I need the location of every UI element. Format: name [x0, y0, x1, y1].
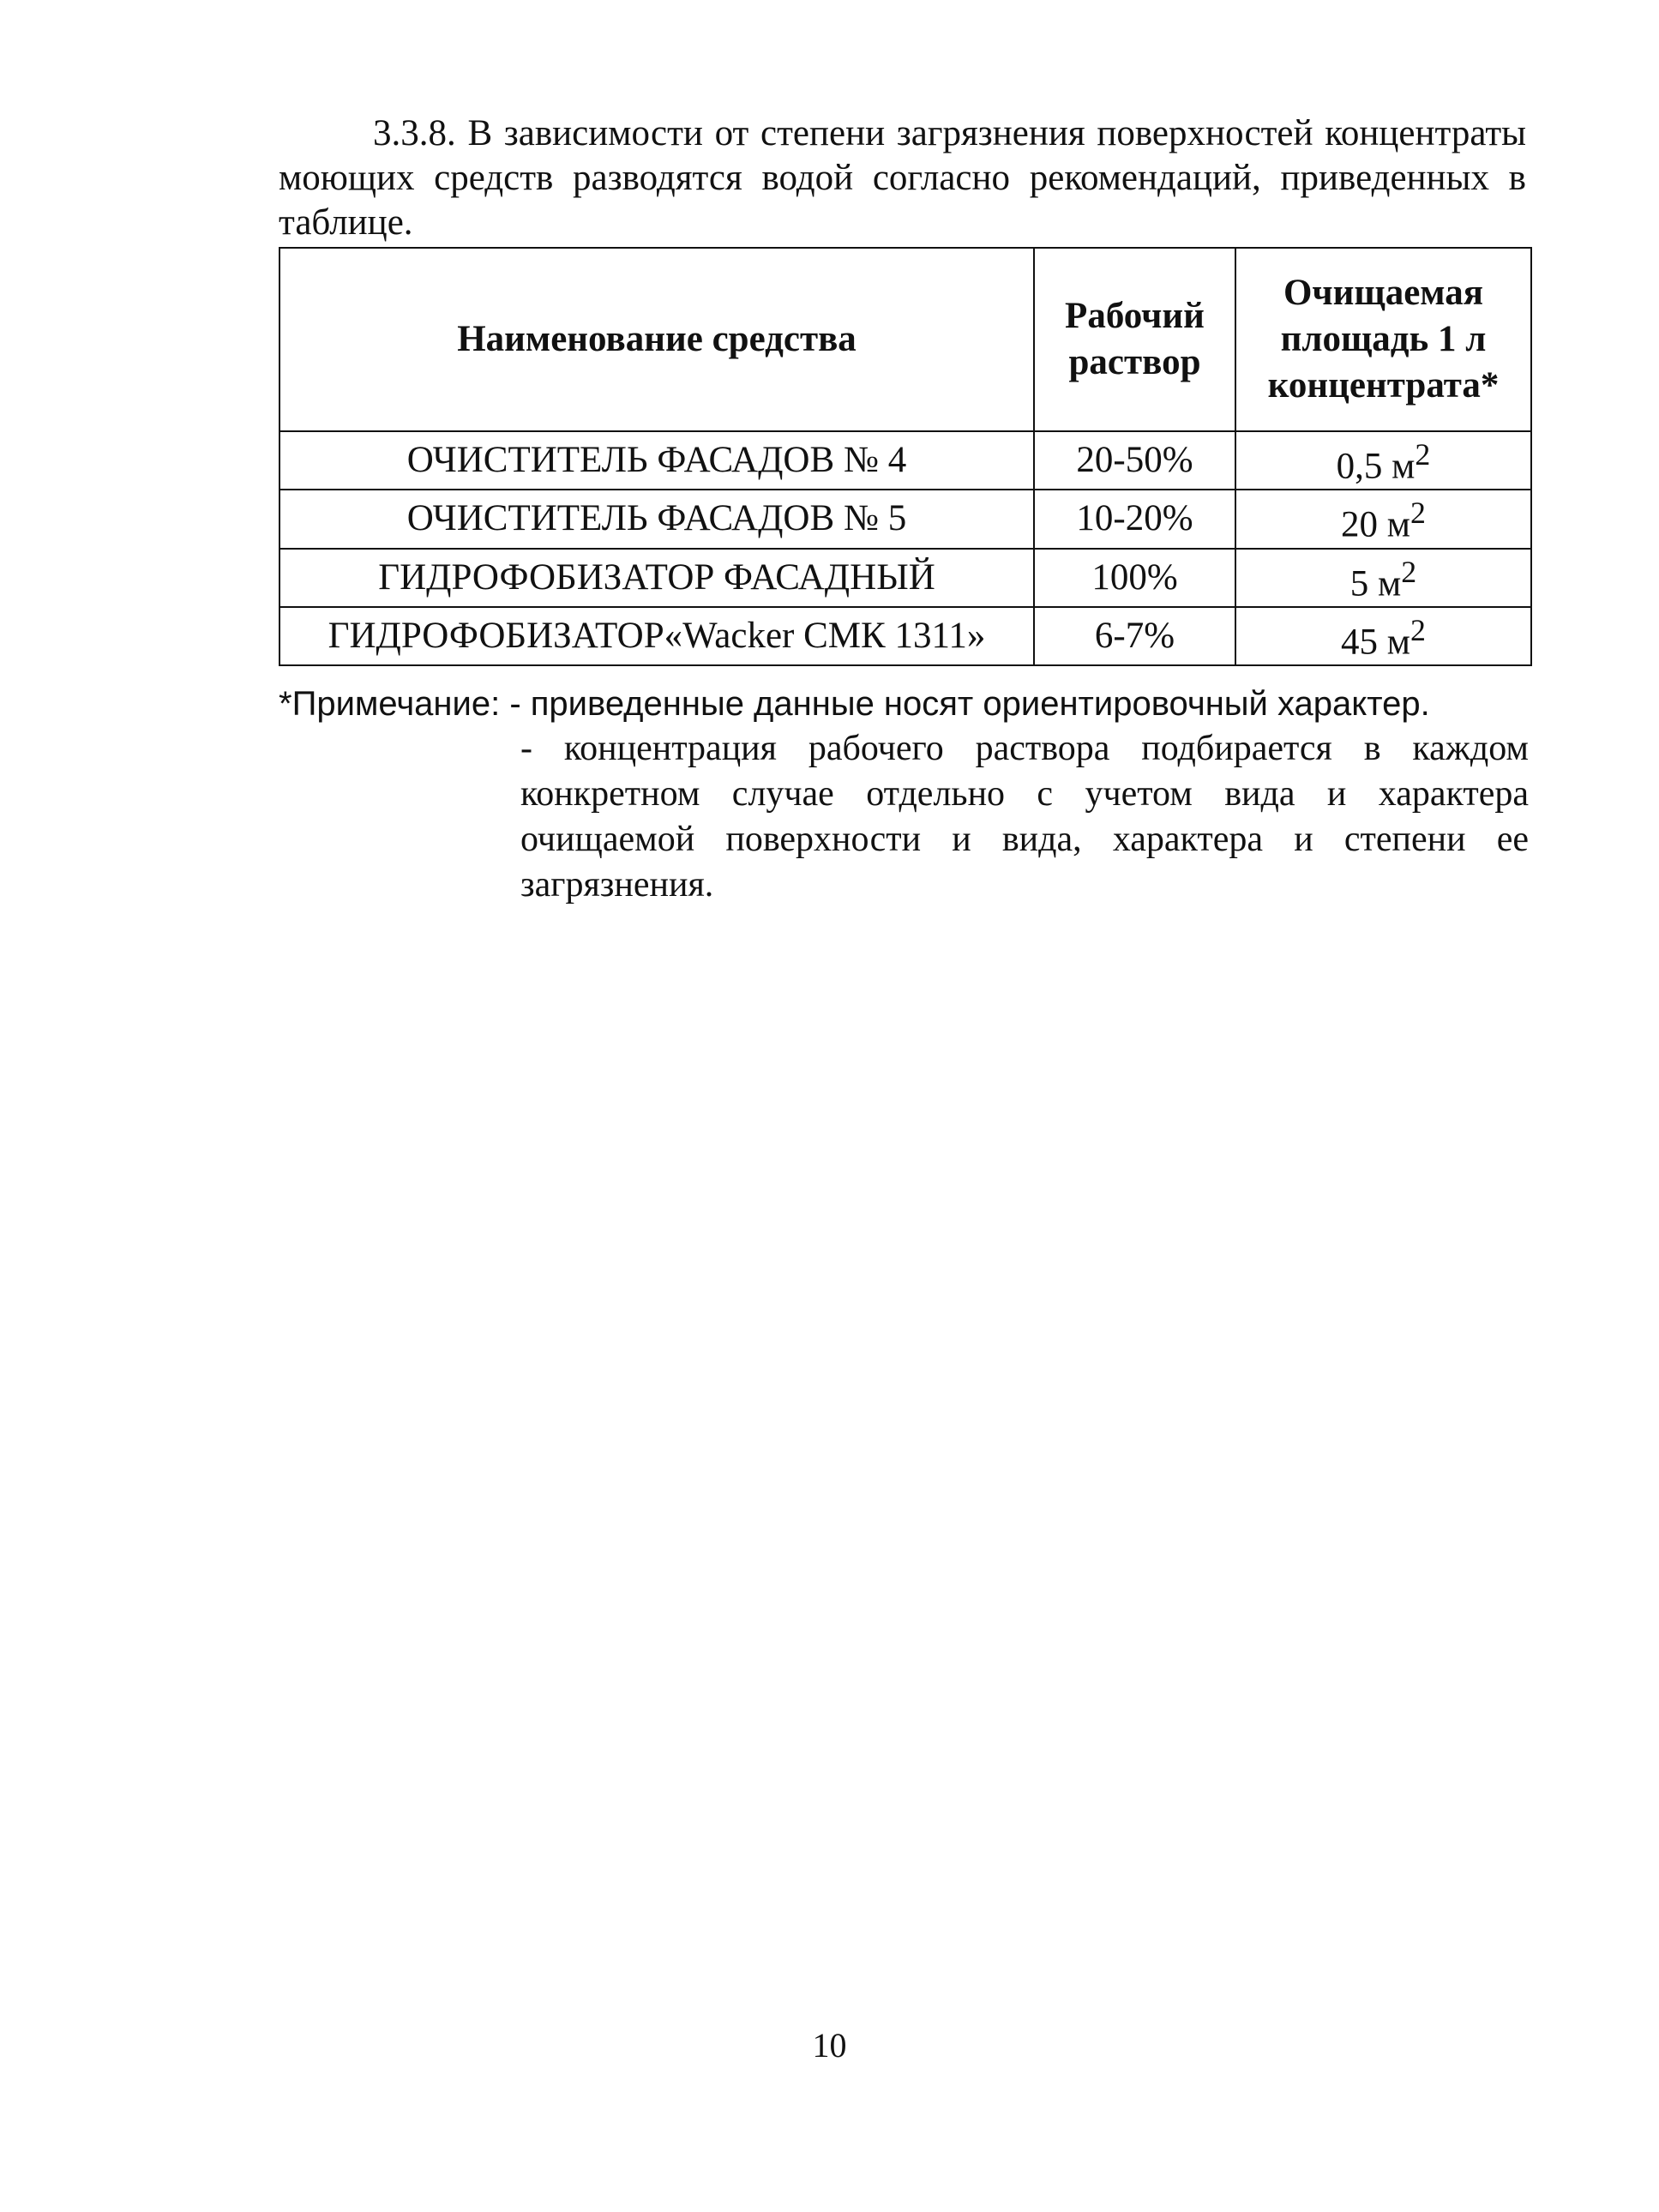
header-solution: Рабочий раствор	[1034, 248, 1235, 431]
product-name: ОЧИСТИТЕЛЬ ФАСАДОВ № 5	[280, 490, 1034, 548]
product-name: ОЧИСТИТЕЛЬ ФАСАДОВ № 4	[280, 431, 1034, 490]
table-row	[280, 431, 1531, 490]
intro-text: В зависимости от степени загрязнения поверхностей концентраты моющих средств разводятся водой согласно рекомендаций, приведенных в таблице.	[279, 113, 1526, 243]
note-item: - концентрация рабочего раствора подбирается в каждом конкретном случае отдельно с учетом вида и характера очищаемой поверхности и вида, характера и степени ее загрязнения.	[520, 729, 1529, 905]
table-row	[280, 490, 1531, 548]
intro-paragraph	[279, 111, 1526, 245]
dilution-table	[279, 247, 1532, 666]
note-label: *Примечание:	[279, 685, 501, 723]
product-name: ГИДРОФОБИЗАТОР«Wacker СМК 1311»	[280, 607, 1034, 665]
working-solution: 100%	[1034, 549, 1235, 607]
cleaned-area: 20 $м^2$	[1235, 490, 1531, 548]
note-item: - приведенные данные носят ориентировочный характер.	[509, 685, 1430, 723]
section-number: 3.3.8.	[373, 113, 456, 153]
page-number: 10	[812, 2026, 847, 2065]
table-header-row	[280, 248, 1531, 431]
table-row	[280, 607, 1531, 665]
working-solution: 6-7%	[1034, 607, 1235, 665]
cleaned-area: 5 $м^2$	[1235, 549, 1531, 607]
note-block	[279, 682, 1530, 908]
cleaned-area: 0,5 $м^2$	[1235, 431, 1531, 490]
working-solution: 20-50%	[1034, 431, 1235, 490]
working-solution: 10-20%	[1034, 490, 1235, 548]
cleaned-area: 45 $м^2$	[1235, 607, 1531, 665]
header-name: Наименование средства	[280, 248, 1034, 431]
table-row	[280, 549, 1531, 607]
product-name: ГИДРОФОБИЗАТОР ФАСАДНЫЙ	[280, 549, 1034, 607]
header-area: Очищаемая площадь 1 л концентрата*	[1235, 248, 1531, 431]
